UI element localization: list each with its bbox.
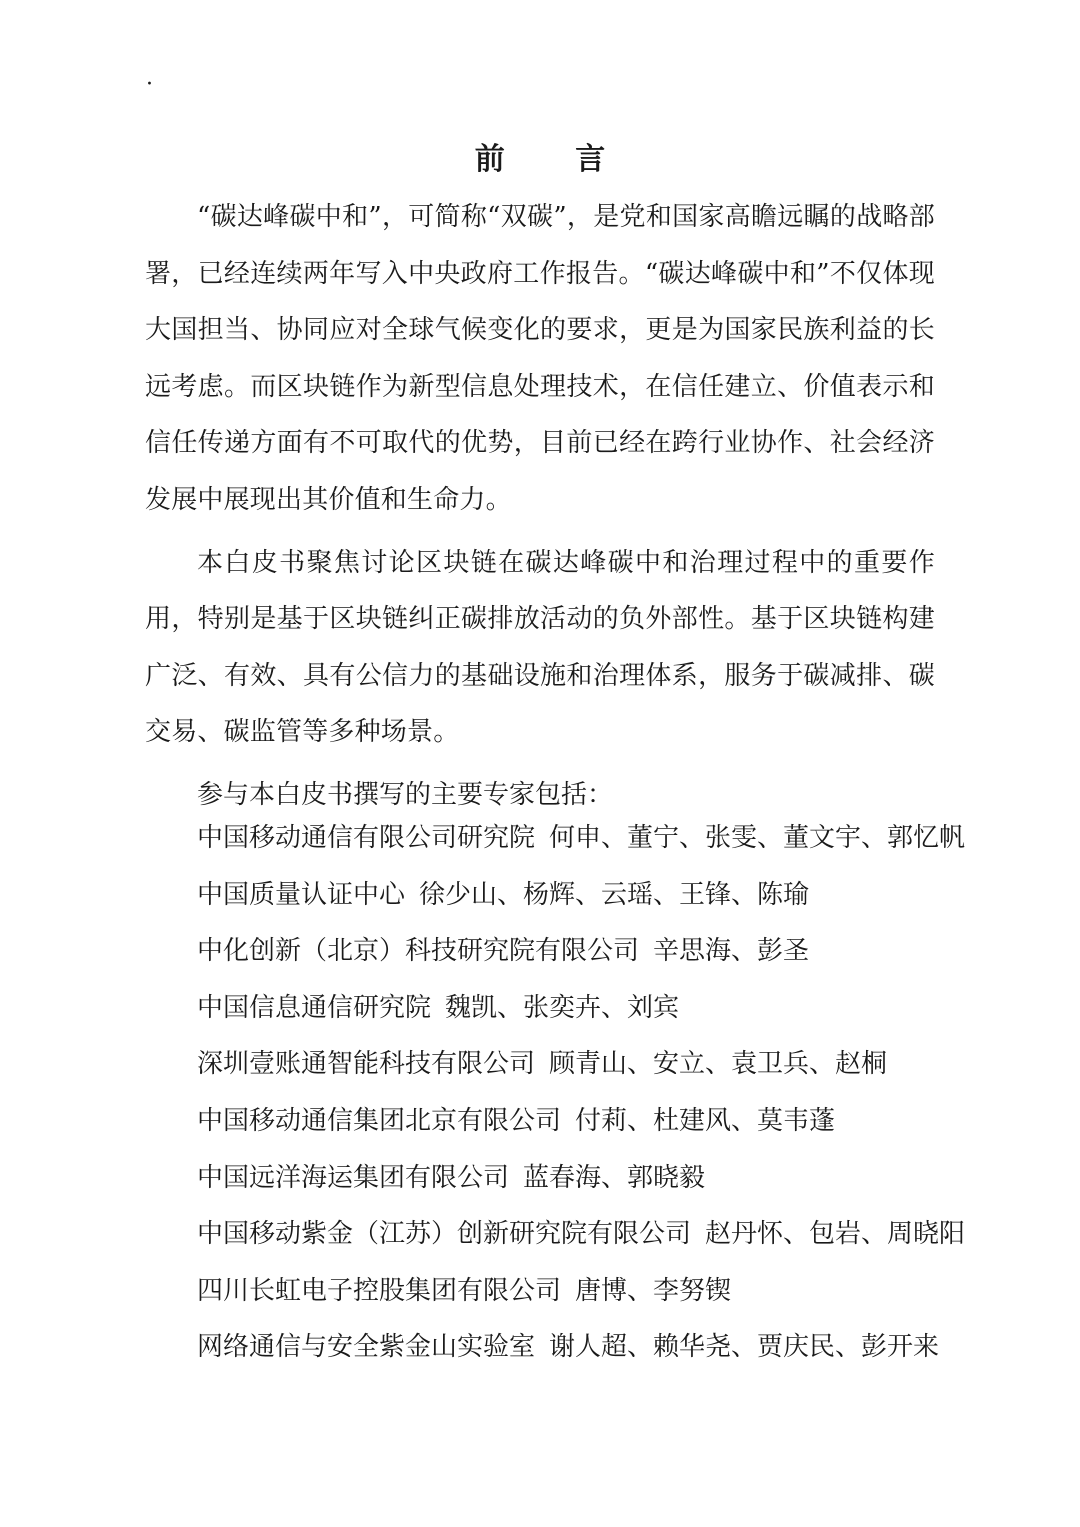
experts-list (197, 810, 966, 1376)
expert-org: 网络通信与安全紫金山实验室 (197, 1332, 536, 1363)
expert-names: 唐博、李努锲 (575, 1275, 732, 1306)
list-item (197, 980, 957, 1037)
paragraph-2: 本白皮书聚焦讨论区块链在碳达峰碳中和治理过程中的重要作用，特别是基于区块链纠正碳排放活动的负外部性。基于区块链构建广泛、有效、具有公信力的基础设施和治理体系，服务于碳减排、碳交易、碳监管等多种场景。 (145, 547, 935, 748)
expert-org: 中国信息通信研究院 (197, 992, 432, 1023)
expert-org: 中国移动紫金（江苏）创新研究院有限公司 (197, 1219, 692, 1250)
preface-body (145, 189, 935, 824)
page-mark: · (146, 72, 153, 97)
expert-names: 顾青山、安立、袁卫兵、赵桐 (549, 1049, 888, 1080)
expert-org: 中国远洋海运集团有限公司 (197, 1162, 510, 1193)
expert-names: 何申、董宁、张雯、董文宇、郭忆帆 (549, 823, 966, 853)
expert-names: 辛思海、彭圣 (653, 936, 810, 967)
paragraph-1: “碳达峰碳中和”，可简称“双碳”，是党和国家高瞻远瞩的战略部署，已经连续两年写入中央政府工作报告。“碳达峰碳中和”不仅体现大国担当、协同应对全球气候变化的要求，更是为国家民族利益的长远考虑。而区块链作为新型信息处理技术，在信任建立、价值表示和信任传递方面有不可取代的优势，目前已经在跨行业协作、社会经济发展中展现出其价值和生命力。 (145, 202, 935, 515)
list-item (197, 867, 957, 924)
expert-org: 四川长虹电子控股集团有限公司 (197, 1275, 562, 1306)
list-item (197, 810, 966, 867)
list-item (197, 1036, 957, 1093)
expert-names: 蓝春海、郭晓毅 (523, 1162, 706, 1193)
expert-names: 徐少山、杨辉、云瑶、王锋、陈瑜 (419, 879, 810, 910)
list-item (197, 1093, 957, 1150)
expert-org: 中国质量认证中心 (197, 879, 406, 910)
expert-org: 深圳壹账通智能科技有限公司 (197, 1049, 536, 1080)
list-item (197, 1206, 966, 1263)
list-item (197, 923, 957, 980)
list-item (197, 1263, 957, 1320)
list-item (197, 1319, 957, 1376)
expert-names: 付莉、杜建风、莫韦蓬 (575, 1105, 836, 1136)
expert-names: 谢人超、赖华尧、贾庆民、彭开来 (549, 1332, 940, 1363)
expert-org: 中国移动通信集团北京有限公司 (197, 1105, 562, 1136)
expert-names: 魏凯、张奕卉、刘宾 (445, 992, 680, 1023)
experts-intro: 参与本白皮书撰写的主要专家包括： (197, 779, 614, 810)
page-title: 前 言 (474, 142, 636, 177)
expert-org: 中国移动通信有限公司研究院 (197, 823, 536, 853)
list-item (197, 1150, 957, 1207)
expert-names: 赵丹怀、包岩、周晓阳 (705, 1219, 966, 1250)
expert-org: 中化创新（北京）科技研究院有限公司 (197, 936, 640, 967)
